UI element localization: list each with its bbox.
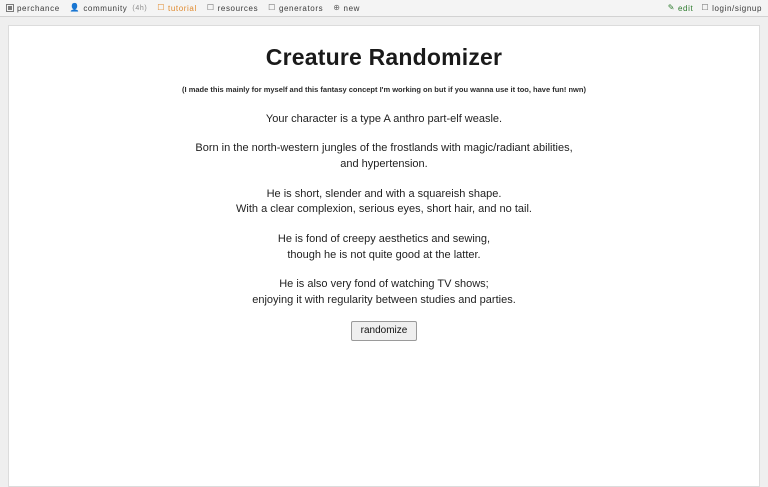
- folder-icon: ☐: [206, 3, 215, 12]
- paragraph-line: enjoying it with regularity between studies and parties.: [252, 293, 516, 306]
- paragraph-line: With a clear complexion, serious eyes, short hair, and no tail.: [236, 203, 532, 216]
- nav-left-group: [6, 4, 660, 13]
- nav-item-label: edit: [678, 3, 694, 13]
- paragraph-line: and hypertension.: [340, 158, 428, 171]
- character-type-paragraph: [74, 112, 694, 128]
- subtitle-line: (I made this mainly for myself and this fantasy concept I'm working on: [182, 85, 433, 94]
- nav-item-label: community: [83, 3, 128, 13]
- nav-item-resources[interactable]: [207, 4, 264, 13]
- hobbies-paragraph: [74, 277, 694, 308]
- top-navigation-bar: [0, 0, 768, 17]
- interests-paragraph: [74, 232, 694, 263]
- paragraph-line: He is also very fond of watching TV shows;: [279, 278, 489, 291]
- person-icon: ☐: [701, 3, 710, 12]
- paragraph-line: He is short, slender and with a squareish shape.: [266, 187, 502, 200]
- plus-circle-icon: ⊕: [333, 3, 341, 12]
- nav-right-group: [660, 4, 762, 13]
- paragraph-line: though he is not quite good at the latter.: [287, 248, 481, 261]
- nav-item-tutorial[interactable]: [157, 4, 203, 13]
- paragraph-line: Your character is a type A anthro part-elf weasle.: [265, 112, 503, 125]
- nav-item-edit[interactable]: [668, 4, 694, 13]
- nav-item-login-signup[interactable]: [701, 4, 762, 13]
- randomize-row: [9, 320, 759, 341]
- subtitle-line: but if you wanna use it too, have fun! nwn): [434, 85, 586, 94]
- nav-item-label: tutorial: [168, 3, 197, 13]
- nav-item-perchance[interactable]: [6, 4, 66, 13]
- community-count: (4h): [132, 4, 148, 12]
- randomize-button[interactable]: randomize: [351, 321, 418, 341]
- paragraph-line: Born in the north-western jungles of the frostlands with magic/radiant abilities,: [195, 142, 573, 155]
- page-subtitle: [124, 85, 644, 96]
- nav-item-label: login/signup: [712, 3, 762, 13]
- nav-item-label: perchance: [17, 3, 60, 13]
- nav-item-new[interactable]: [333, 4, 366, 13]
- generator-content: [9, 26, 759, 341]
- paragraph-line: He is fond of creepy aesthetics and sewing,: [277, 232, 491, 245]
- nav-item-label: new: [343, 3, 360, 13]
- logo-square-icon: [6, 4, 14, 12]
- nav-item-label: resources: [217, 3, 259, 13]
- grid-icon: ☐: [268, 3, 276, 12]
- generator-page-sheet: [8, 25, 760, 487]
- nav-item-generators[interactable]: [268, 4, 329, 13]
- page-title: Creature Randomizer: [265, 44, 503, 70]
- origin-paragraph: [74, 141, 694, 172]
- book-icon: ☐: [157, 3, 166, 12]
- nav-item-label: generators: [278, 3, 324, 13]
- appearance-paragraph: [74, 187, 694, 218]
- users-icon: 👤: [69, 3, 81, 12]
- pencil-icon: ✎: [667, 3, 675, 12]
- nav-item-community[interactable]: [70, 4, 154, 13]
